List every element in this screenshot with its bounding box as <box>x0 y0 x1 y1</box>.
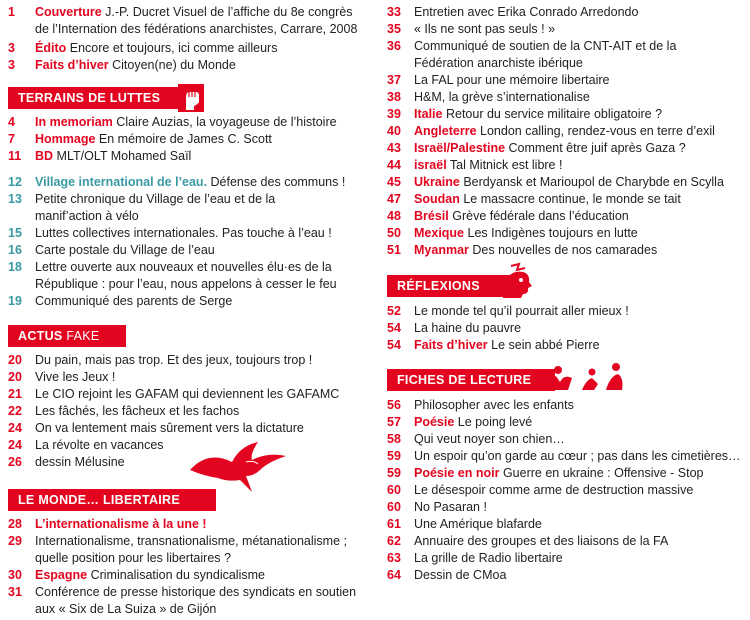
entry-title: Le monde tel qu’il pourrait aller mieux ! <box>414 304 629 318</box>
entry-title: Internationalisme, transnationalisme, métanationalisme ; quelle position pour les libertaires ? <box>35 534 347 565</box>
toc-entry[interactable] <box>8 403 239 420</box>
toc-entry[interactable] <box>387 567 506 584</box>
page-number: 13 <box>8 192 22 206</box>
toc-entry[interactable] <box>8 293 232 310</box>
raised-fist-icon <box>178 84 204 112</box>
toc-entry[interactable] <box>387 72 609 89</box>
page-number: 28 <box>8 517 22 531</box>
entry-keyword: Ukraine <box>414 175 460 189</box>
page-number: 16 <box>8 243 22 257</box>
entry-title: La grille de Radio libertaire <box>414 551 563 565</box>
page-number: 24 <box>8 421 22 435</box>
page-number: 31 <box>8 585 22 599</box>
entry-title: On va lentement mais sûrement vers la dictature <box>35 421 304 435</box>
page-number: 48 <box>387 209 401 223</box>
entry-keyword: BD <box>35 149 54 163</box>
page-number: 21 <box>8 387 22 401</box>
page-number: 54 <box>387 321 401 335</box>
entry-title: Le massacre continue, le monde se tait <box>463 192 681 206</box>
entry-title: Grève fédérale dans l’éducation <box>452 209 629 223</box>
toc-entry[interactable] <box>8 437 164 454</box>
toc-entry[interactable] <box>387 465 704 482</box>
entry-title: Encore et toujours, ici comme ailleurs <box>69 41 278 55</box>
entry-title: Luttes collectives internationales. Pas touche à l’eau ! <box>35 226 332 240</box>
entry-title: Un espoir qu’on garde au cœur ; pas dans les cimetières… <box>414 449 741 463</box>
entry-title: Du pain, mais pas trop. Et des jeux, toujours trop ! <box>35 353 313 367</box>
entry-keyword: israël <box>414 158 447 172</box>
entry-title: Communiqué des parents de Serge <box>35 294 233 308</box>
page-number: 20 <box>8 370 22 384</box>
page-number: 38 <box>387 90 401 104</box>
page-number: 44 <box>387 158 401 172</box>
page-number: 39 <box>387 107 401 121</box>
page-number: 62 <box>387 534 401 548</box>
entry-title: Les fâchés, les fâcheux et les fachos <box>35 404 240 418</box>
entry-title: Criminalisation du syndicalisme <box>90 568 265 582</box>
section-header-monde <box>8 489 216 511</box>
toc-entry[interactable] <box>387 499 487 516</box>
entry-keyword: L’internationalisme à la une ! <box>35 517 207 531</box>
page-number: 56 <box>387 398 401 412</box>
entry-title: La haine du pauvre <box>414 321 522 335</box>
entry-title: Qui veut noyer son chien… <box>414 432 565 446</box>
toc-entry[interactable] <box>387 208 629 225</box>
toc-entry[interactable] <box>387 106 662 123</box>
page-number: 18 <box>8 260 22 274</box>
section-header-terrains <box>8 87 198 109</box>
toc-entry[interactable] <box>8 174 345 191</box>
section-title: TERRAINS DE LUTTES <box>18 91 161 105</box>
page-number: 3 <box>8 41 15 55</box>
page-number: 64 <box>387 568 401 582</box>
toc-entry[interactable] <box>387 303 629 320</box>
entry-keyword: Village international de l’eau. <box>35 175 208 189</box>
entry-title: Comment être juif après Gaza ? <box>508 141 686 155</box>
entry-keyword: Israël/Palestine <box>414 141 506 155</box>
entry-title: J.-P. Ducret Visuel de l’affiche du 8e congrès de l’Internation des fédérations anarchistes, Carrare, 2008 <box>35 5 358 36</box>
page-number: 19 <box>8 294 22 308</box>
entry-title: Claire Auzias, la voyageuse de l’histoire <box>116 115 337 129</box>
toc-entry[interactable] <box>387 337 600 354</box>
page-number: 60 <box>387 500 401 514</box>
toc-entry[interactable] <box>387 533 668 550</box>
reading-figures-icon <box>542 360 632 394</box>
entry-keyword: Faits d’hiver <box>35 58 109 72</box>
toc-entry[interactable] <box>387 157 562 174</box>
entry-keyword: Mexique <box>414 226 465 240</box>
toc-entry[interactable] <box>8 516 207 533</box>
page-number: 52 <box>387 304 401 318</box>
entry-title: Carte postale du Village de l’eau <box>35 243 215 257</box>
toc-entry[interactable] <box>8 131 272 148</box>
entry-keyword: Soudan <box>414 192 460 206</box>
page-number: 63 <box>387 551 401 565</box>
entry-title: Dessin de CMoa <box>414 568 507 582</box>
toc-entry[interactable] <box>387 448 741 465</box>
toc-entry[interactable] <box>8 533 363 567</box>
toc-entry[interactable] <box>8 584 363 618</box>
toc-entry[interactable] <box>8 369 115 386</box>
page-number: 15 <box>8 226 22 240</box>
page-number: 50 <box>387 226 401 240</box>
page-number: 43 <box>387 141 401 155</box>
entry-title: La révolte en vacances <box>35 438 164 452</box>
toc-entry[interactable] <box>8 57 236 74</box>
entry-keyword: Hommage <box>35 132 96 146</box>
entry-title: Vive les Jeux ! <box>35 370 116 384</box>
page-number: 11 <box>8 149 22 163</box>
entry-title: Les Indigènes toujours en lutte <box>467 226 638 240</box>
entry-title: Retour du service militaire obligatoire ? <box>445 107 663 121</box>
section-header-fiches <box>387 369 555 391</box>
toc-entry[interactable] <box>387 174 724 191</box>
entry-title: Une Amérique blafarde <box>414 517 542 531</box>
toc-entry[interactable] <box>8 40 277 57</box>
entry-title: MLT/OLT Mohamed Saïl <box>56 149 192 163</box>
entry-title: Annuaire des groupes et des liaisons de la FA <box>414 534 669 548</box>
toc-entry[interactable] <box>387 550 563 567</box>
entry-title: Tal Mitnick est libre ! <box>449 158 563 172</box>
toc-entry[interactable] <box>387 320 521 337</box>
page-number: 37 <box>387 73 401 87</box>
page-number: 29 <box>8 534 22 548</box>
page-number: 33 <box>387 5 401 19</box>
red-eagle-icon <box>188 440 288 496</box>
toc-entry[interactable] <box>8 420 304 437</box>
toc-entry[interactable] <box>387 38 697 72</box>
entry-title: H&M, la grève s’internationalise <box>414 90 590 104</box>
head-profile-icon <box>497 262 533 302</box>
toc-entry[interactable] <box>8 567 265 584</box>
toc-entry[interactable] <box>387 242 657 259</box>
toc-entry[interactable] <box>387 482 693 499</box>
page-number: 12 <box>8 175 22 189</box>
toc-entry[interactable] <box>387 140 686 157</box>
entry-title: En mémoire de James C. Scott <box>98 132 272 146</box>
toc-entry[interactable] <box>8 259 358 293</box>
toc-entry[interactable] <box>387 191 681 208</box>
toc-entry[interactable] <box>387 414 532 431</box>
page-number: 3 <box>8 58 15 72</box>
toc-entry[interactable] <box>8 352 312 369</box>
entry-keyword: Brésil <box>414 209 449 223</box>
section-title: ACTUS <box>18 329 63 343</box>
entry-title: Le CIO rejoint les GAFAM qui deviennent les GAFAMC <box>35 387 340 401</box>
entry-keyword: Poésie <box>414 415 455 429</box>
entry-title: Citoyen(ne) du Monde <box>112 58 236 72</box>
toc-entry[interactable] <box>8 191 308 225</box>
entry-title: Communiqué de soutien de la CNT-AIT et de la Fédération anarchiste ibérique <box>414 39 677 70</box>
page-number: 26 <box>8 455 22 469</box>
toc-entry[interactable] <box>387 123 715 140</box>
section-subtitle: FAKE OFF <box>18 329 100 365</box>
section-header-reflexions <box>387 275 511 297</box>
entry-title: Le désespoir comme arme de destruction massive <box>414 483 694 497</box>
toc-entry[interactable] <box>387 516 542 533</box>
page-number: 59 <box>387 449 401 463</box>
entry-title: Guerre en ukraine : Offensive - Stop <box>502 466 704 480</box>
entry-keyword: Italie <box>414 107 443 121</box>
page-number: 57 <box>387 415 401 429</box>
page-number: 61 <box>387 517 401 531</box>
entry-title: Entretien avec Erika Conrado Arredondo <box>414 5 639 19</box>
toc-entry[interactable] <box>387 89 590 106</box>
page-number: 51 <box>387 243 401 257</box>
page-number: 54 <box>387 338 401 352</box>
page-number: 40 <box>387 124 401 138</box>
toc-entry[interactable] <box>387 225 638 242</box>
page-number: 30 <box>8 568 22 582</box>
section-title: FICHES DE LECTURE <box>397 373 532 387</box>
toc-entry[interactable] <box>8 386 339 403</box>
entry-title: Défense des communs ! <box>210 175 346 189</box>
entry-keyword: Poésie en noir <box>414 466 500 480</box>
entry-title: Des nouvelles de nos camarades <box>472 243 658 257</box>
section-title: LE MONDE… LIBERTAIRE <box>18 493 181 507</box>
entry-title: Le sein abbé Pierre <box>491 338 600 352</box>
entry-title: « Ils ne sont pas seuls ! » <box>414 22 556 36</box>
toc-entry[interactable] <box>387 4 638 21</box>
entry-title: Berdyansk et Marioupol de Charybde en Scylla <box>463 175 724 189</box>
toc-entry[interactable] <box>387 431 565 448</box>
entry-title: No Pasaran ! <box>414 500 487 514</box>
entry-title: Philosopher avec les enfants <box>414 398 574 412</box>
toc-entry[interactable] <box>8 454 125 471</box>
page-number: 60 <box>387 483 401 497</box>
section-title: RÉFLEXIONS <box>397 279 480 293</box>
toc-entry[interactable] <box>8 242 215 259</box>
entry-keyword: Faits d’hiver <box>414 338 488 352</box>
page-number: 7 <box>8 132 15 146</box>
page-number: 4 <box>8 115 15 129</box>
page-number: 45 <box>387 175 401 189</box>
entry-title: London calling, rendez-vous en terre d’exil <box>480 124 715 138</box>
page-number: 47 <box>387 192 401 206</box>
entry-title: La FAL pour une mémoire libertaire <box>414 73 610 87</box>
toc-entry[interactable] <box>8 4 368 38</box>
entry-keyword: In memoriam <box>35 115 113 129</box>
entry-title: Petite chronique du Village de l’eau et de la manif’action à vélo <box>35 192 276 223</box>
toc-entry[interactable] <box>387 21 555 38</box>
page-number: 59 <box>387 466 401 480</box>
toc-entry[interactable] <box>8 114 337 131</box>
entry-keyword: Myanmar <box>414 243 469 257</box>
entry-keyword: Couverture <box>35 5 102 19</box>
entry-keyword: Édito <box>35 41 67 55</box>
page-number: 35 <box>387 22 401 36</box>
toc-entry[interactable] <box>8 225 332 242</box>
entry-title: Conférence de presse historique des syndicats en soutien aux « Six de La Suiza » de Gijón <box>35 585 357 616</box>
page-number: 36 <box>387 39 401 53</box>
page-number: 24 <box>8 438 22 452</box>
page-number: 20 <box>8 353 22 367</box>
toc-entry[interactable] <box>387 397 574 414</box>
entry-title: dessin Mélusine <box>35 455 125 469</box>
toc-entry[interactable] <box>8 148 191 165</box>
page-number: 22 <box>8 404 22 418</box>
entry-title: Le poing levé <box>457 415 533 429</box>
entry-title: Lettre ouverte aux nouveaux et nouvelles élu·es de la République : pour l’eau, nous appelons à cesser le feu <box>35 260 337 291</box>
entry-keyword: Angleterre <box>414 124 477 138</box>
entry-keyword: Espagne <box>35 568 88 582</box>
page-number: 58 <box>387 432 401 446</box>
page-number: 1 <box>8 5 15 19</box>
